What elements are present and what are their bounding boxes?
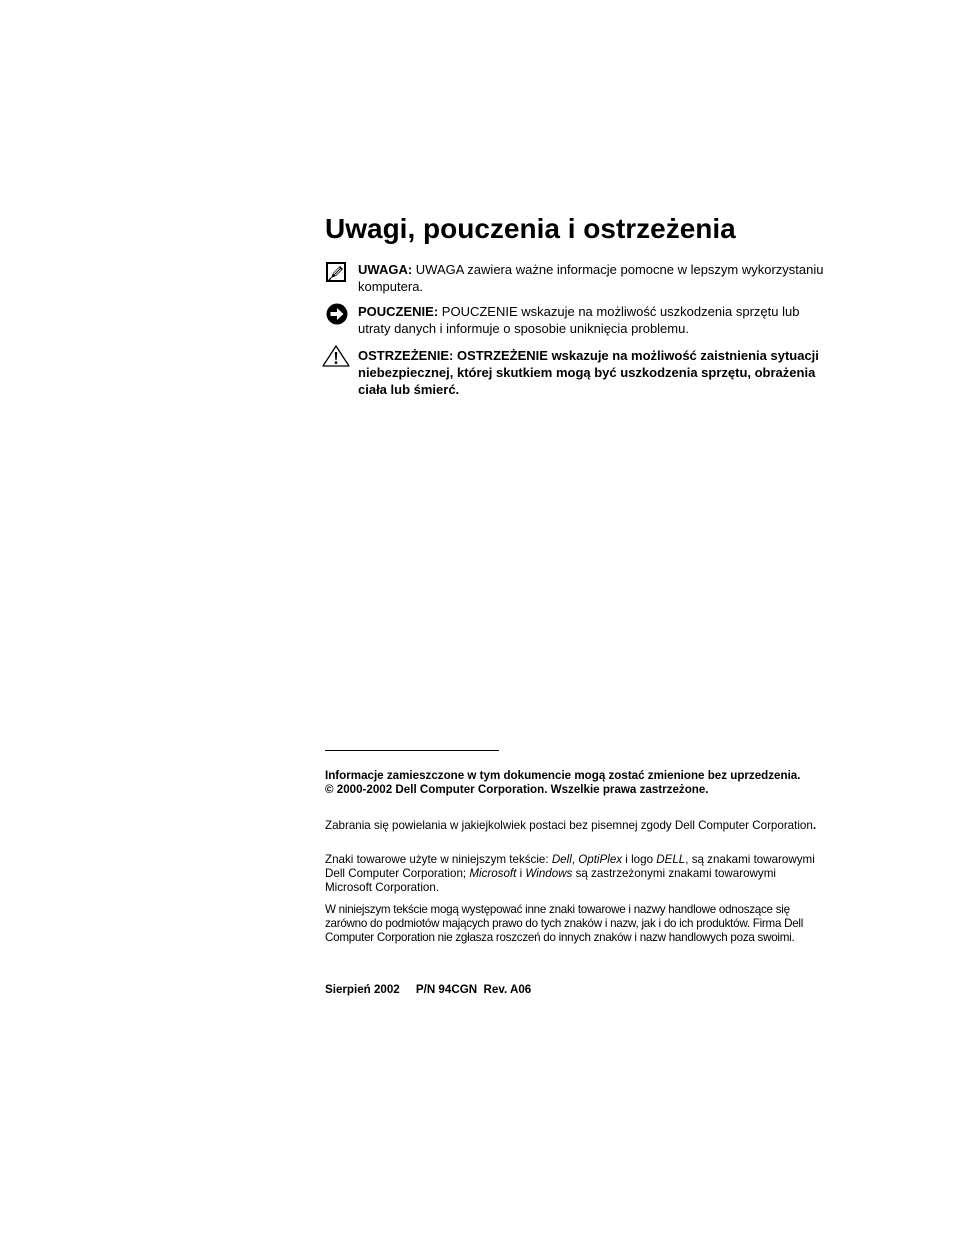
other-marks-notice: [325, 903, 817, 945]
tm-dell-logo: DELL: [656, 853, 686, 866]
publication-date: Sierpień 2002: [325, 983, 400, 996]
note-body: UWAGA zawiera ważne informacje pomocne w lepszym wykorzystaniu komputera.: [358, 262, 824, 294]
caution-label: POUCZENIE:: [358, 304, 439, 319]
reproduction-period: .: [812, 819, 817, 832]
warning-triangle-icon: [325, 347, 349, 371]
tm-text-5: i: [516, 867, 526, 880]
legal-notice: [325, 769, 817, 797]
tm-text-6: są zastrzeżonymi znakami towarowymi Microsoft Corporation.: [325, 867, 776, 894]
info-change-notice: Informacje zamieszczone w tym dokumencie mogą zostać zmienione bez uprzedzenia.: [325, 769, 801, 782]
pencil-note-icon: [325, 261, 349, 285]
copyright-notice: © 2000-2002 Dell Computer Corporation. Wszelkie prawa zastrzeżone.: [325, 783, 709, 796]
tm-text-3: i logo: [622, 853, 657, 866]
note-text: [358, 261, 825, 295]
part-number: P/N 94CGN: [415, 983, 478, 996]
tm-text-2: ,: [571, 853, 579, 866]
tm-text-4: , są znakami towarowymi Dell Computer Corporation;: [325, 853, 815, 880]
tm-windows: Windows: [525, 867, 573, 880]
document-footer: [325, 983, 531, 996]
tm-optiplex: OptiPlex: [578, 853, 623, 866]
other-marks-text: W niniejszym tekście mogą występować inne znaki towarowe i nazwy handlowe odnoszące się zarówno do podmiotów mających prawo do tych znaków i nazw, jak i do ich produktów. Firma Dell Computer Corporation nie zgłasza roszczeń do innych znaków i nazw handlowych poza swoimi.: [325, 903, 804, 944]
divider-rule: [325, 750, 499, 751]
arrow-circle-icon: [325, 303, 349, 327]
tm-text-1: Znaki towarowe użyte w niniejszym tekście:: [325, 853, 552, 866]
warning-notice: [325, 347, 825, 398]
revision: Rev. A06: [483, 983, 532, 996]
warning-text: [358, 347, 825, 398]
caution-body: POUCZENIE wskazuje na możliwość uszkodzenia sprzętu lub utraty danych i informuje o sposobie uniknięcia problemu.: [358, 304, 800, 336]
warning-body: OSTRZEŻENIE wskazuje na możliwość zaistnienia sytuacji niebezpiecznej, której skutkiem mogą być uszkodzenia sprzętu, obrażenia ciała lub śmierć.: [358, 348, 819, 397]
tm-dell: Dell: [551, 853, 572, 866]
caution-text: [358, 303, 825, 337]
tm-microsoft: Microsoft: [469, 867, 517, 880]
reproduction-notice: [325, 819, 817, 833]
trademarks-notice: [325, 853, 817, 895]
warning-label: OSTRZEŻENIE:: [358, 348, 454, 363]
page-title: Uwagi, pouczenia i ostrzeżenia: [325, 213, 736, 244]
note-notice: [325, 261, 825, 295]
reproduction-text: Zabrania się powielania w jakiejkolwiek postaci bez pisemnej zgody Dell Computer Corporation: [325, 819, 813, 832]
caution-notice: [325, 303, 825, 337]
note-label: UWAGA:: [358, 262, 413, 277]
